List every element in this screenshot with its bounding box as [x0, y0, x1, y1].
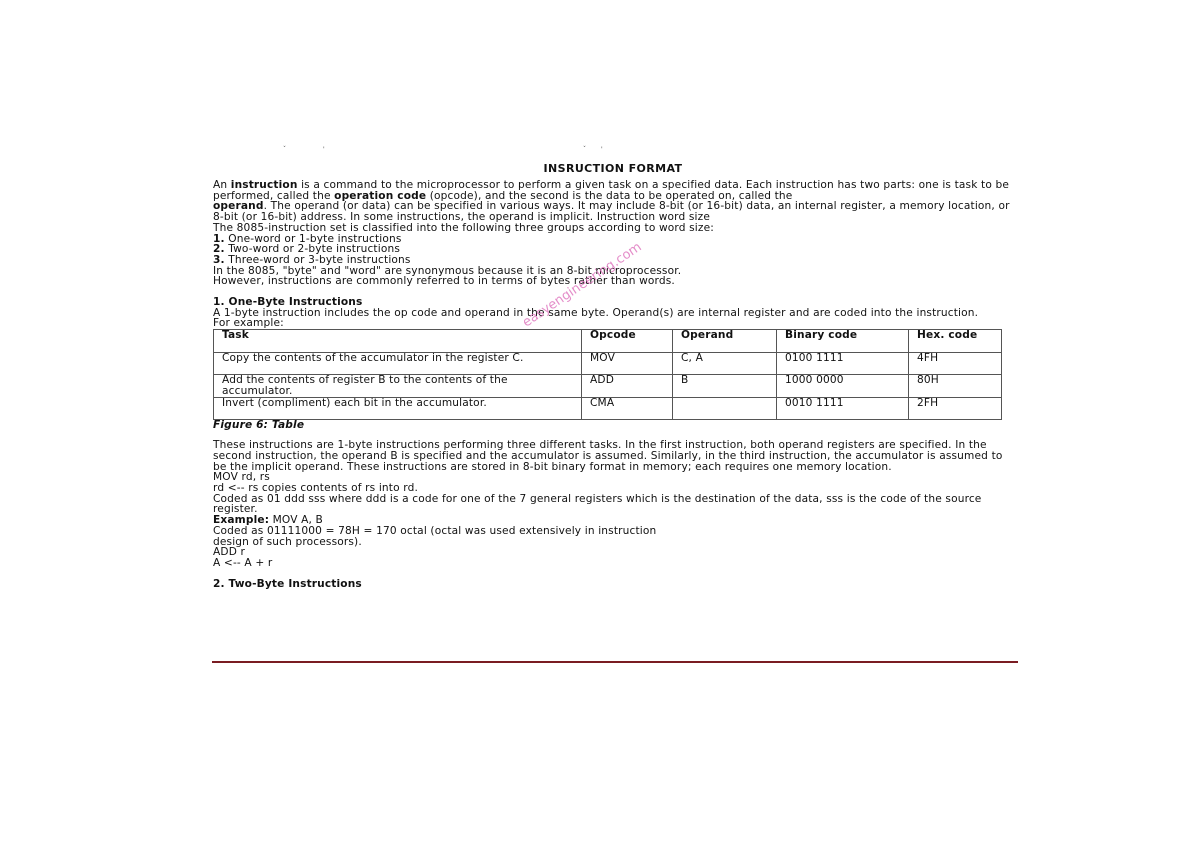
intro-paragraph-1: An instruction is a command to the microprocessor to perform a given task on a specified data. Each instruction has two parts: one is task to be performed, called the operation code (opcode), and the second is the data to be operated on, called the: [213, 179, 1010, 202]
footer-rule: [212, 661, 1018, 663]
page-title: INSRUCTION FORMAT: [543, 162, 683, 175]
column-header-binary-code: Binary code: [777, 330, 909, 353]
table-row: [214, 375, 1002, 397]
code-line: rd <-- rs copies contents of rs into rd.: [213, 482, 418, 495]
table-cell: 1000 0000: [777, 375, 909, 397]
section1-example-label: For example:: [213, 317, 284, 330]
table-caption: Figure 6: Table: [213, 418, 305, 431]
section-heading-two-byte: 2. Two-Byte Instructions: [213, 577, 362, 590]
table-cell: CMA: [582, 397, 673, 419]
code-line: design of such processors).: [213, 535, 362, 548]
column-header-task: Task: [214, 330, 582, 353]
table-cell: Add the contents of register B to the contents of the accumulator.: [214, 375, 582, 397]
table-cell: 0010 1111: [777, 397, 909, 419]
column-header-hex-code: Hex. code: [909, 330, 1002, 353]
example-line: Example: MOV A, B: [213, 514, 323, 527]
table-cell: Copy the contents of the accumulator in the register C.: [214, 353, 582, 375]
table-row: [214, 397, 1002, 419]
code-line: MOV rd, rs: [213, 471, 270, 484]
column-header-opcode: Opcode: [582, 330, 673, 353]
cropped-text-artifact: ˇ ' ˇ ': [283, 146, 603, 153]
table-cell: MOV: [582, 353, 673, 375]
intro-paragraph-2: operand. The operand (or data) can be specified in various ways. It may include 8-bit (or 16-bit) data, an internal register, a memory location, or 8-bit (or 16-bit) address. In some instructions, the operand is implicit. Instruction word size: [213, 200, 1010, 224]
table-cell: B: [673, 375, 777, 397]
table-cell: C, A: [673, 353, 777, 375]
watermark: easyengineering.com: [520, 239, 645, 331]
code-line: ADD r: [213, 546, 246, 559]
instruction-table: [213, 329, 1002, 419]
code-line: A <-- A + r: [213, 556, 273, 569]
table-cell: 0100 1111: [777, 353, 909, 375]
document-page: [213, 158, 1013, 589]
table-cell: 4FH: [909, 353, 1002, 375]
column-header-operand: Operand: [673, 330, 777, 353]
list-item: 3. Three-word or 3-byte instructions: [213, 253, 411, 266]
table-cell: Invert (compliment) each bit in the accumulator.: [214, 397, 582, 419]
intro-paragraph-3: The 8085-instruction set is classified into the following three groups according to word size:: [213, 221, 714, 234]
table-cell: 80H: [909, 375, 1002, 397]
list-item: 1. One-word or 1-byte instructions: [213, 232, 402, 245]
explanation-paragraph: These instructions are 1-byte instructions performing three different tasks. In the first instruction, both operand registers are specified. In the second instruction, the operand B is specified and the accumulator is assumed. Similarly, in the third instruction, the accumulator is assumed to be the implicit operand. These instructions are stored in 8-bit binary format in memory; each requires one memory location.: [213, 439, 1003, 473]
table-row: [214, 353, 1002, 375]
intro-paragraph-5: However, instructions are commonly referred to in terms of bytes rather than words.: [213, 275, 675, 288]
list-item: 2. Two-word or 2-byte instructions: [213, 243, 400, 256]
code-line: Coded as 01111000 = 78H = 170 octal (octal was used extensively in instruction: [213, 524, 657, 537]
table-cell: ADD: [582, 375, 673, 397]
table-cell: 2FH: [909, 397, 1002, 419]
intro-paragraph-4: In the 8085, "byte" and "word" are synonymous because it is an 8-bit microprocessor.: [213, 264, 682, 277]
code-line: Coded as 01 ddd sss where ddd is a code for one of the 7 general registers which is the destination of the data, sss is the code of the source register.: [213, 492, 982, 516]
table-cell: [673, 397, 777, 419]
table-header-row: [214, 330, 1002, 353]
section1-paragraph: A 1-byte instruction includes the op code and operand in the same byte. Operand(s) are internal register and are coded into the instruction.: [213, 306, 979, 319]
section-heading-one-byte: 1. One-Byte Instructions: [213, 296, 363, 309]
